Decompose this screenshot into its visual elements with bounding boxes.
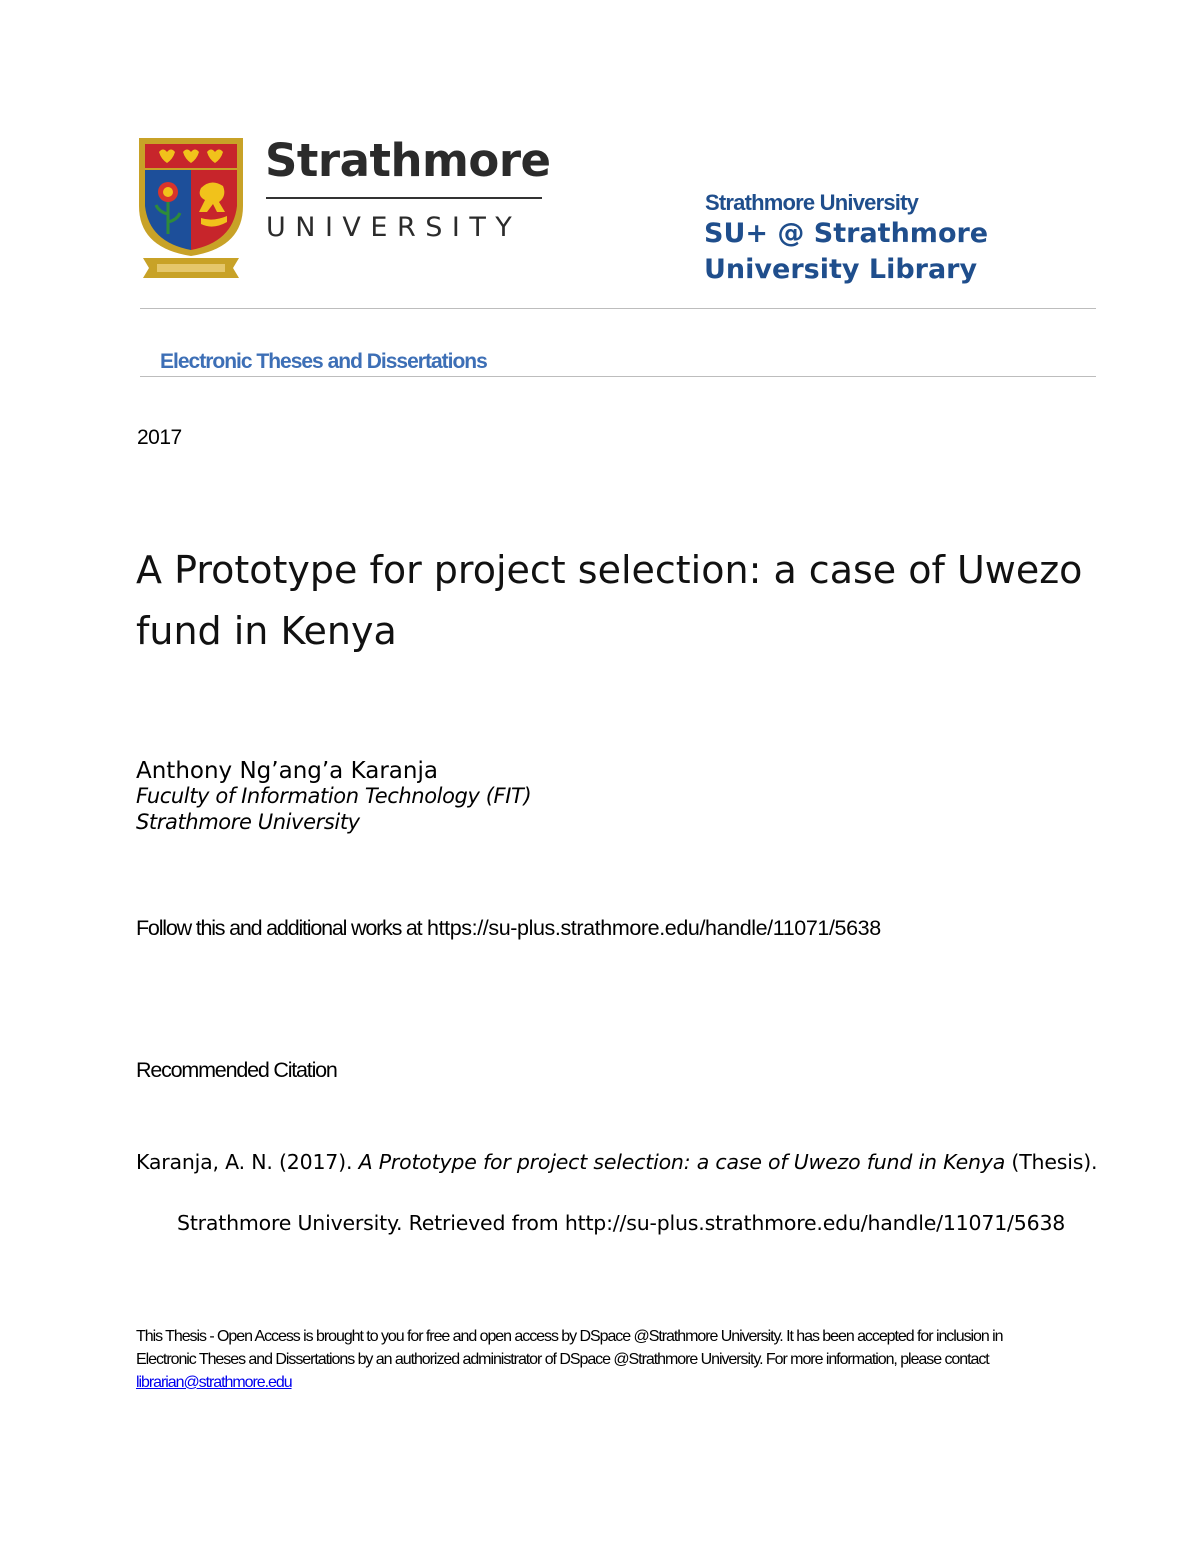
logo-subtitle: UNIVERSITY [266,212,522,243]
logo-wordmark: Strathmore [265,134,551,187]
header-divider [140,308,1096,309]
follow-label: Follow this and additional works at [136,916,422,940]
contact-email-link[interactable]: librarian@strathmore.edu [136,1374,292,1391]
citation-heading: Recommended Citation [136,1058,337,1082]
citation-line-1 [136,1150,1097,1174]
access-notice [136,1325,1016,1394]
collection-divider [140,376,1096,377]
follow-line [136,916,881,941]
citation-suffix: (Thesis). [1011,1150,1098,1174]
author-faculty: Fuculty of Information Technology (FIT) [136,784,532,808]
author-name: Anthony Ng’ang’a Karanja [136,758,438,784]
library-repository-subtitle: University Library [704,254,978,285]
follow-url-link[interactable]: https://su-plus.strathmore.edu/handle/11071/5638 [427,916,881,940]
logo-divider [266,197,542,199]
author-institution: Strathmore University [136,810,360,834]
access-notice-text: This Thesis - Open Access is brought to you for free and open access by DSpace @Strathmore University. It has been accepted for inclusion in Electronic Theses and Dissertations by an authorized administrator of DSpace @Strathmore University. For more information, please contact [136,1328,1003,1368]
citation-prefix: Karanja, A. N. (2017). [136,1150,353,1174]
library-institution: Strathmore University [705,190,919,215]
library-repository-name: SU+ @ Strathmore [704,218,989,249]
university-crest-icon [137,136,245,280]
collection-link[interactable]: Electronic Theses and Dissertations [160,350,487,373]
citation-title: A Prototype for project selection: a case of Uwezo fund in Kenya [358,1150,1006,1174]
document-title: A Prototype for project selection: a case of Uwezo fund in Kenya [136,548,1083,653]
citation-line-2: Strathmore University. Retrieved from http://su-plus.strathmore.edu/handle/11071/5638 [177,1211,1066,1235]
publication-year: 2017 [137,426,182,449]
